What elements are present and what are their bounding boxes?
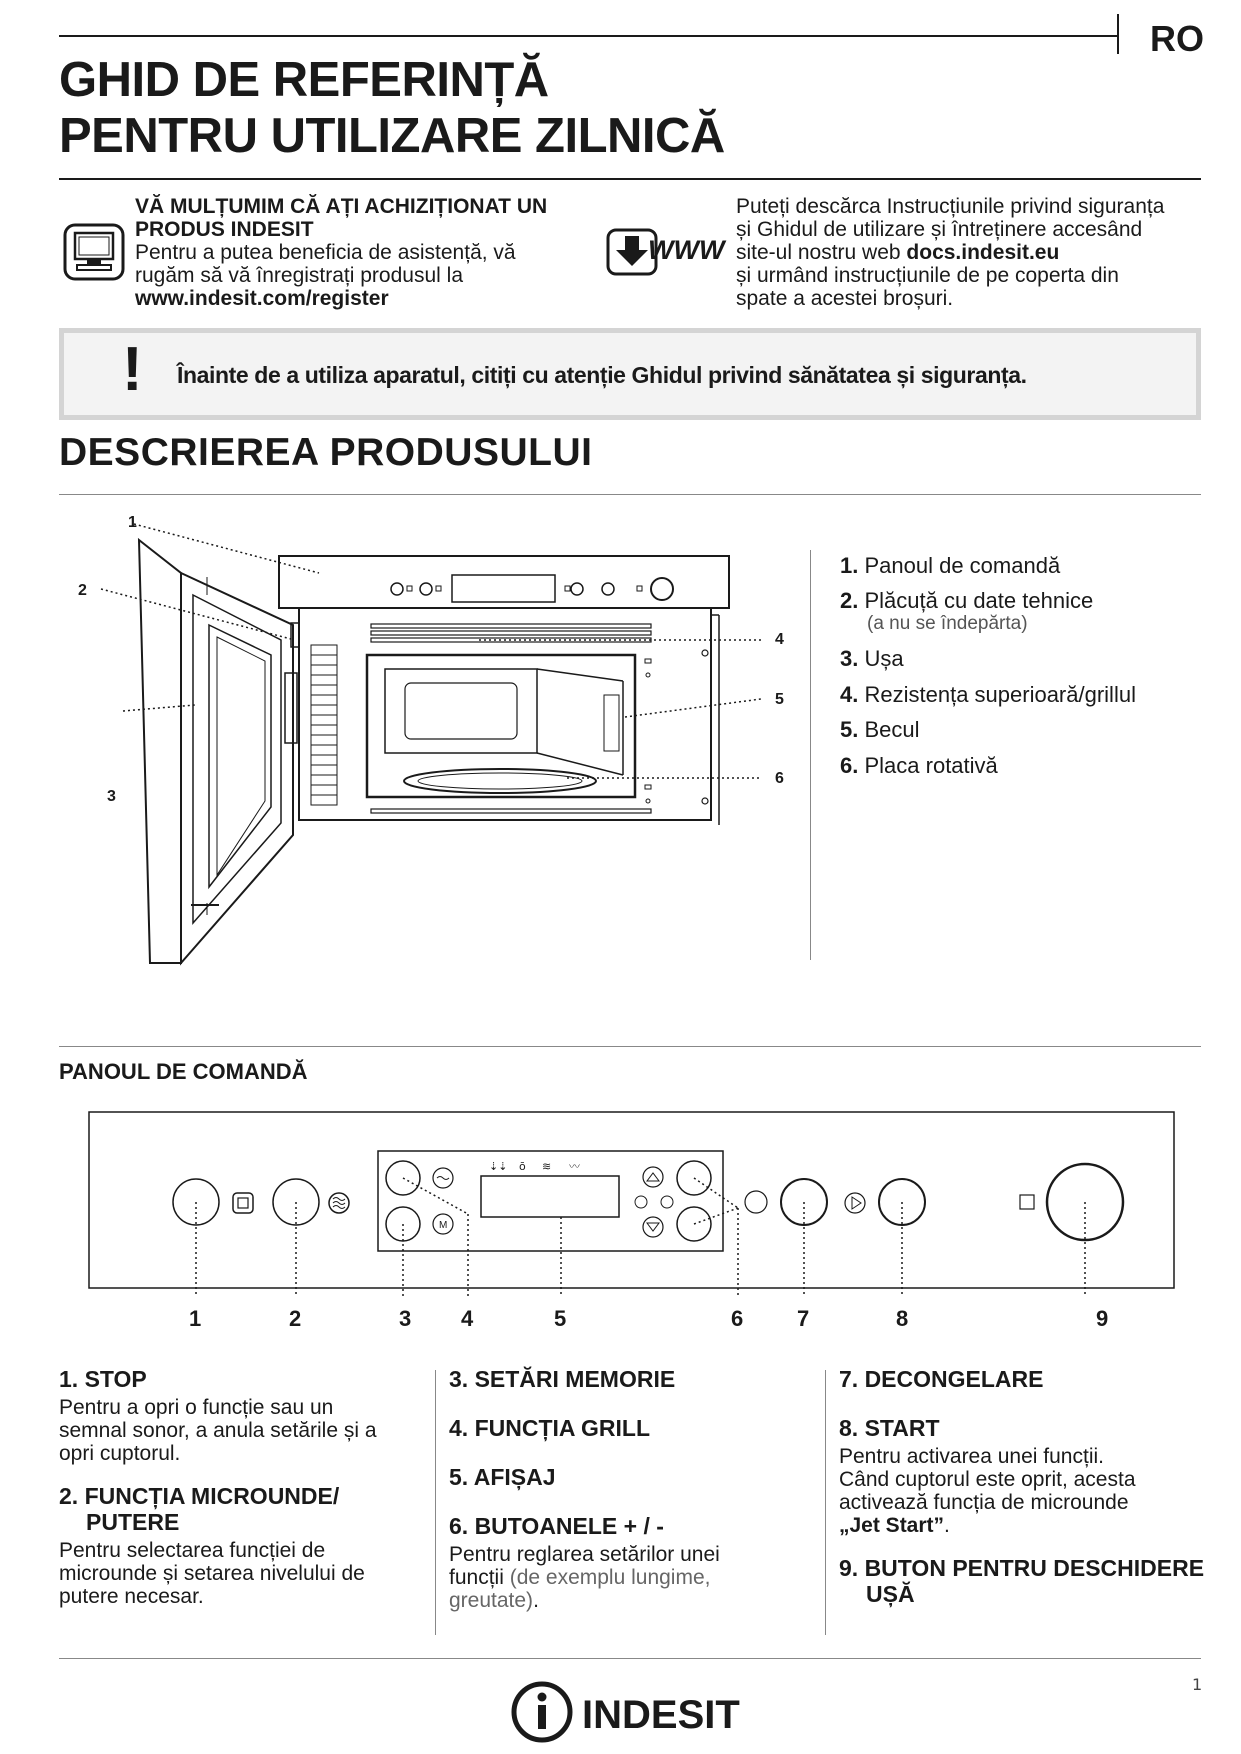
desc-stop-text: Pentru a opri o funcție sau un semnal sonor, a anula setările și a opri cuptorul. — [59, 1396, 377, 1465]
part-5: 5. Becul — [840, 717, 920, 742]
product-heading: DESCRIEREA PRODUSULUI — [59, 431, 593, 474]
indesit-logo — [510, 1680, 755, 1744]
part-4: 4. Rezistența superioară/grillul — [840, 682, 1136, 707]
panel-number-5: 5 — [554, 1306, 567, 1331]
panel-number-8: 8 — [896, 1306, 909, 1331]
desc-display-heading: 5. AFIȘAJ — [449, 1464, 556, 1490]
desc-stop-heading: 1. STOP — [59, 1366, 147, 1392]
callout-2: 2 — [78, 582, 87, 599]
part-1: 1. Panoul de comandă — [840, 553, 1061, 578]
svg-text:〰: 〰 — [569, 1160, 580, 1173]
brand-text: INDESIT — [582, 1693, 740, 1737]
download-text-5: spate a acestei broșuri. — [736, 287, 954, 310]
col-divider-1 — [435, 1370, 436, 1635]
desc-plusminus-heading: 6. BUTOANELE + / - — [449, 1513, 664, 1539]
register-heading-2: PRODUS INDESIT — [135, 218, 314, 241]
panel-heading: PANOUL DE COMANDĂ — [59, 1059, 308, 1084]
top-rule — [59, 35, 1117, 37]
footer-rule — [59, 1658, 1201, 1659]
panel-number-3: 3 — [399, 1306, 412, 1331]
language-code: RO — [1150, 18, 1204, 59]
panel-number-6: 6 — [731, 1306, 744, 1331]
desc-start-text: Pentru activarea unei funcții. Când cuptorul este oprit, acesta activează funcția de microunde „Jet Start”. — [839, 1445, 1136, 1537]
download-text-4: și urmând instrucțiunile de pe coperta din — [736, 264, 1119, 287]
desc-door-heading: 9. BUTON PENTRU DESCHIDERE UȘĂ — [839, 1555, 1205, 1607]
register-text-1: Pentru a putea beneficia de asistență, vă — [135, 241, 516, 264]
callout-1: 1 — [128, 514, 137, 531]
desc-memory-heading: 3. SETĂRI MEMORIE — [449, 1366, 676, 1392]
svg-text:ō: ō — [519, 1160, 526, 1173]
download-text-3-pre: site-ul nostru web — [736, 241, 907, 264]
title-line-2: PENTRU UTILIZARE ZILNICĂ — [59, 109, 725, 163]
lang-divider — [1117, 14, 1119, 54]
desc-grill-heading: 4. FUNCȚIA GRILL — [449, 1415, 651, 1441]
desc-microwave-heading: 2. FUNCȚIA MICROUNDE/ PUTERE — [59, 1483, 340, 1535]
desc-defrost-heading: 7. DECONGELARE — [839, 1366, 1044, 1392]
svg-text:≋: ≋ — [542, 1160, 552, 1173]
panel-number-4: 4 — [461, 1306, 474, 1331]
col-divider-2 — [825, 1370, 826, 1635]
desc-plusminus-text: Pentru reglarea setărilor unei funcții (de exemplu lungime, greutate). — [449, 1543, 720, 1612]
parts-divider — [810, 550, 811, 960]
computer-icon — [63, 223, 125, 281]
download-text-3 — [736, 241, 1206, 264]
panel-number-7: 7 — [797, 1306, 810, 1331]
register-url[interactable]: www.indesit.com/register — [135, 287, 389, 310]
docs-url[interactable]: docs.indesit.eu — [906, 241, 1060, 264]
callout-3: 3 — [107, 788, 116, 805]
microwave-diagram — [59, 505, 799, 970]
control-panel-diagram — [87, 1110, 1177, 1330]
callout-6: 6 — [775, 770, 784, 787]
svg-text:⇣⇣: ⇣⇣ — [489, 1160, 508, 1173]
part-2: 2. Plăcuță cu date tehnice — [840, 588, 1094, 613]
description-col-1 — [59, 1366, 429, 1608]
exclamation-icon: ! — [122, 335, 143, 404]
panel-number-1: 1 — [189, 1306, 202, 1331]
desc-start-heading: 8. START — [839, 1415, 940, 1441]
www-label: WWW — [648, 235, 725, 265]
product-rule — [59, 494, 1201, 495]
register-block — [135, 195, 595, 310]
download-text-1: Puteți descărca Instrucțiunile privind siguranța — [736, 195, 1165, 218]
description-col-3 — [839, 1366, 1209, 1607]
download-block — [736, 195, 1206, 310]
callout-5: 5 — [775, 691, 784, 708]
part-3: 3. Ușa — [840, 646, 904, 671]
title-line-1: GHID DE REFERINȚĂ — [59, 53, 549, 107]
description-col-2 — [449, 1366, 819, 1612]
desc-microwave-text: Pentru selectarea funcției de microunde și setarea nivelului de putere necesar. — [59, 1539, 365, 1608]
callout-4: 4 — [775, 631, 784, 648]
part-6: 6. Placa rotativă — [840, 753, 998, 778]
download-text-2: și Ghidul de utilizare și întreținere accesând — [736, 218, 1143, 241]
title-rule — [59, 178, 1201, 180]
page-title — [59, 52, 725, 164]
register-heading-1: VĂ MULȚUMIM CĂ AȚI ACHIZIȚIONAT UN — [135, 195, 548, 218]
part-2-note: (a nu se îndepărta) — [867, 613, 1028, 634]
register-text-2: rugăm să vă înregistrați produsul la — [135, 264, 463, 287]
warning-text: Înainte de a utiliza aparatul, citiți cu atenție Ghidul privind sănătatea și siguranța. — [177, 362, 1027, 388]
page-number: 1 — [1192, 1675, 1203, 1694]
panel-number-9: 9 — [1096, 1306, 1109, 1331]
memory-m-icon: M — [439, 1220, 448, 1231]
panel-rule — [59, 1046, 1201, 1047]
panel-number-2: 2 — [289, 1306, 302, 1331]
